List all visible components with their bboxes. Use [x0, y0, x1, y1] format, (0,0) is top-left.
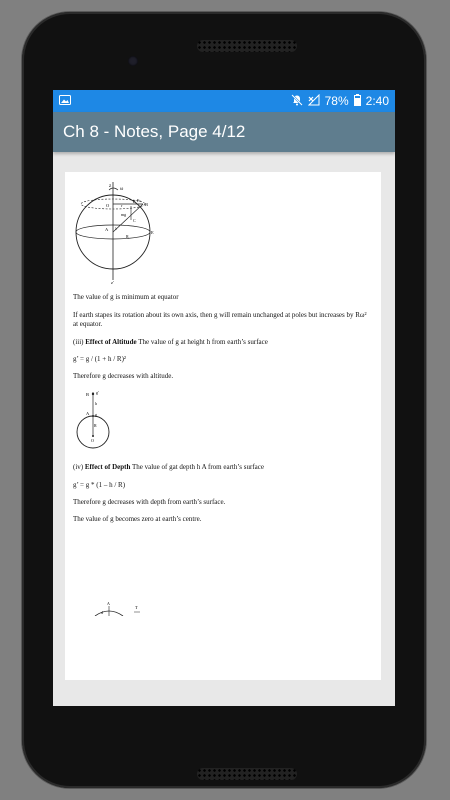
fig1-zprime: z' — [111, 280, 114, 285]
image-notification-icon — [59, 94, 71, 108]
fig3-t: T — [135, 605, 138, 610]
heading-effect-depth: (iv) Effect of Depth The value of gat depth h A from earth’s surface — [73, 463, 264, 471]
status-bar — [53, 90, 395, 112]
fig1-mg: mg — [121, 212, 127, 217]
formula-altitude: g’ = g / (1 + h / R)² — [73, 355, 127, 363]
fig1-r: r — [121, 203, 123, 208]
fig1-p: P — [133, 199, 136, 204]
text-earth-rotation: If earth stapes its rotation about its own axis, then g will remain unchanged at poles but increases by Rω² at equator. — [73, 311, 367, 329]
text-decrease-altitude: Therefore g decreases with altitude. — [73, 372, 174, 380]
fig1-c: C — [133, 218, 136, 223]
battery-percent: 78% — [324, 94, 349, 108]
fig2-o: O — [91, 438, 94, 443]
fig1-a: A — [105, 227, 109, 232]
rotating-earth-diagram — [71, 176, 157, 286]
fig3-a: A — [107, 601, 110, 606]
app-bar — [53, 112, 395, 152]
document-viewer[interactable] — [53, 152, 395, 706]
fig2-h: h — [95, 401, 97, 406]
text-zero-centre: The value of g becomes zero at earth’s centre. — [73, 515, 202, 523]
mute-bell-icon — [291, 94, 303, 109]
battery-icon — [354, 94, 361, 109]
text-minimum-equator: The value of g is minimum at equator — [73, 293, 179, 301]
text-decrease-depth: Therefore g decreases with depth from earth’s surface. — [73, 498, 226, 506]
fig1-lambda: λ — [115, 226, 117, 231]
page-title: Ch 8 - Notes, Page 4/12 — [63, 122, 246, 141]
fig1-z: z — [109, 184, 112, 189]
heading-effect-altitude: (iii) Effect of Altitude The value of g at height h from earth’s surface — [73, 338, 268, 346]
fig1-R: R — [126, 234, 129, 239]
formula-depth: g’ = g * (1 – h / R) — [73, 481, 126, 489]
fig1-e: E — [151, 230, 154, 235]
fig2-a: A — [86, 411, 90, 416]
earpiece-speaker — [197, 40, 297, 52]
phone-screen — [53, 90, 395, 706]
altitude-diagram — [71, 386, 115, 452]
fig2-g: g — [95, 412, 97, 417]
fig2-gprime: g’ — [96, 390, 100, 395]
no-signal-icon — [308, 94, 320, 109]
clock-time: 2:40 — [365, 94, 389, 108]
fig1-fc: Fc — [137, 198, 141, 203]
fig1-b: B — [145, 202, 149, 207]
partial-bottom-diagram — [85, 600, 155, 616]
fig2-b: B — [86, 392, 90, 397]
fig1-omega: ω — [120, 187, 124, 192]
bottom-speaker — [197, 768, 297, 780]
fig3-d: d — [101, 610, 103, 615]
document-page[interactable] — [65, 172, 381, 680]
fig2-r: R — [94, 423, 97, 428]
front-camera — [128, 56, 138, 66]
fig1-o: O — [106, 203, 110, 208]
